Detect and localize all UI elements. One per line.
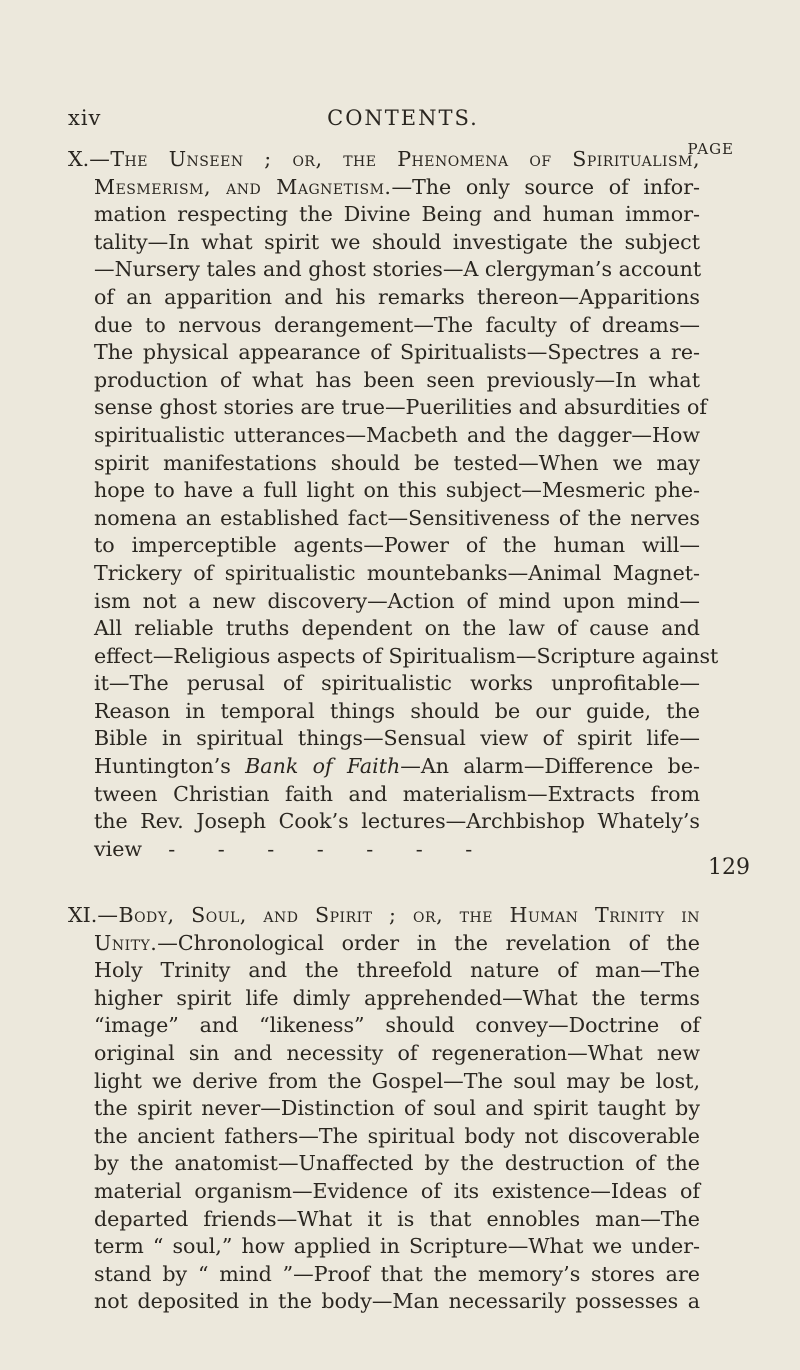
entry-line: Holy Trinity and the threefold nature of man—The (94, 958, 700, 983)
entry-line: Bible in spiritual things—Sensual view of spirit life— (94, 726, 700, 751)
entry-line: effect—Religious aspects of Spiritualism—Scripture against (94, 643, 719, 668)
entry-line: tality—In what spirit we should investigate the subject (94, 229, 700, 254)
entry-heading: Unity. (94, 930, 158, 955)
dot-leader: - - - - - - - (168, 836, 491, 861)
entry-text: —Chronological order in the revelation of the (157, 930, 700, 955)
entry-line: The physical appearance of Spiritualists—Spectres a re- (94, 340, 700, 365)
page-title: CONTENTS. (327, 106, 479, 130)
entry-line: nomena an established fact—Sensitiveness of the nerves (94, 505, 700, 530)
entry-text: —An alarm—Difference be- (400, 754, 700, 779)
entry-line: stand by “ mind ”—Proof that the memory’s stores are (94, 1261, 700, 1286)
entry-line: the spirit never—Distinction of soul and spirit taught by (94, 1096, 700, 1121)
entry-line (68, 836, 700, 864)
entry-heading-line (68, 902, 700, 930)
entry-heading: —The Unseen ; or, the Phenomena of Spiritualism, (89, 147, 700, 171)
entry-line: spiritualistic utterances—Macbeth and the dagger—How (94, 422, 700, 447)
entry-line: the Rev. Joseph Cook’s lectures—Archbishop Whately’s (94, 809, 700, 834)
entry-line: Trickery of spiritualistic mountebanks—Animal Magnet- (94, 560, 700, 585)
entry-line: production of what has been seen previously—In what (94, 367, 700, 392)
entry-heading: Mesmerism, and Magnetism. (94, 174, 392, 199)
entry-line: by the anatomist—Unaffected by the destruction of the (94, 1151, 700, 1176)
entry-line: ism not a new discovery—Action of mind upon mind— (94, 588, 700, 613)
entry-line (68, 930, 700, 958)
page-reference: 129 (708, 855, 750, 880)
entry-line: hope to have a full light on this subject—Mesmeric phe- (94, 478, 700, 503)
entry-text: Huntington’s (94, 754, 231, 779)
entry-line: original sin and necessity of regeneration—What new (94, 1040, 700, 1065)
entry-line: material organism—Evidence of its existence—Ideas of (94, 1178, 700, 1203)
book-title: Bank of Faith (245, 754, 401, 779)
entry-line: of an apparition and his remarks thereon—Apparitions (94, 284, 700, 309)
entry-line: not deposited in the body—Man necessarily possesses a (94, 1289, 700, 1314)
entry-line: tween Christian faith and materialism—Extracts from (94, 781, 700, 806)
entry-line: it—The perusal of spiritualistic works unprofitable— (94, 671, 700, 696)
entry-line: term “ soul,” how applied in Scripture—What we under- (94, 1234, 700, 1259)
entry-heading-line (68, 146, 700, 174)
entry-line: “image” and “likeness” should convey—Doctrine of (94, 1013, 700, 1038)
entry-text: view (94, 836, 143, 861)
entry-line: sense ghost stories are true—Puerilities and absurdities of (94, 395, 707, 420)
entry-heading: —Body, Soul, and Spirit ; or, the Human Trinity in (97, 903, 700, 927)
page-number: xiv (68, 106, 102, 130)
entry-line: the ancient fathers—The spiritual body not discoverable (94, 1123, 700, 1148)
entry-line: Reason in temporal things should be our guide, the (94, 698, 700, 723)
entry-line: departed friends—What it is that ennobles man—The (94, 1206, 700, 1231)
entry-line: to imperceptible agents—Power of the human will— (94, 533, 700, 558)
page-column-label: PAGE (687, 140, 734, 158)
entry-line (68, 174, 700, 202)
entry-line (68, 753, 700, 781)
contents-entry-10 (68, 146, 719, 863)
entry-line: higher spirit life dimly apprehended—What the terms (94, 985, 700, 1010)
contents-entry-11 (68, 902, 700, 1316)
entry-numeral: X. (68, 147, 90, 171)
entry-text: —The only source of infor- (391, 174, 700, 199)
entry-line: —Nursery tales and ghost stories—A clergyman’s account (94, 257, 702, 282)
entry-numeral: XI. (68, 903, 98, 927)
entry-line: All reliable truths dependent on the law of cause and (94, 616, 700, 641)
entry-line: light we derive from the Gospel—The soul may be lost, (94, 1068, 700, 1093)
entry-line: spirit manifestations should be tested—When we may (94, 450, 700, 475)
entry-line: due to nervous derangement—The faculty of dreams— (94, 312, 700, 337)
entry-line: mation respecting the Divine Being and human immor- (94, 202, 700, 227)
running-header (68, 106, 738, 136)
